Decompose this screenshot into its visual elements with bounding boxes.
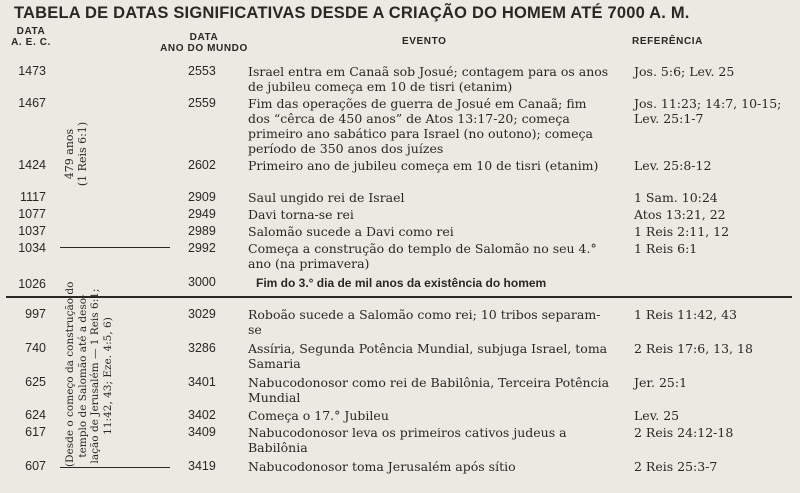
table-row-am: 2553 xyxy=(188,64,216,78)
table-row-ref: Jer. 25:1 xyxy=(634,375,688,390)
bracket-temple-line1: (Desde o começo da construção do xyxy=(64,281,76,467)
table-row-event: Saul ungido rei de Israel xyxy=(248,190,405,205)
table-row-event: Começa o 17.° Jubileu xyxy=(248,408,389,423)
table-row-aec: 1473 xyxy=(18,64,46,78)
header-referencia: REFERÊNCIA xyxy=(632,36,704,47)
table-row-ref: 1 Sam. 10:24 xyxy=(634,190,718,205)
table-row-am: 2949 xyxy=(188,207,216,221)
table-row-ref: 2 Reis 24:12-18 xyxy=(634,425,734,440)
table-row-event: Nabucodonosor toma Jerusalém após sítio xyxy=(248,459,516,474)
table-row-am: 3419 xyxy=(188,459,216,473)
bracket-temple-period xyxy=(64,281,118,467)
bracket-temple-line4: 11:42, 43; Eze. 4:5, 6) xyxy=(101,317,114,435)
table-row-ref: Atos 13:21, 22 xyxy=(634,207,726,222)
table-row-am: 3409 xyxy=(188,425,216,439)
divider-3000 xyxy=(6,296,792,298)
table-row-event: Fim do 3.° dia de mil anos da existência do homem xyxy=(256,276,547,290)
table-row-ref: 2 Reis 25:3-7 xyxy=(634,459,718,474)
table-row-event: Nabucodonosor leva os primeiros cativos judeus a Babilônia xyxy=(248,425,567,455)
table-row-am: 3401 xyxy=(188,375,216,389)
table-row-event: Salomão sucede a Davi como rei xyxy=(248,224,454,239)
table-row-ref: Lev. 25:8-12 xyxy=(634,158,712,173)
table-row-aec: 624 xyxy=(25,408,46,422)
bracket-479-years-ref: (1 Reis 6:1) xyxy=(75,121,89,187)
header-evento: EVENTO xyxy=(402,36,447,47)
table-row-ref: 1 Reis 11:42, 43 xyxy=(634,307,737,322)
table-row-am: 2559 xyxy=(188,96,216,110)
table-row-ref: Lev. 25 xyxy=(634,408,680,423)
table-row-am: 3029 xyxy=(188,307,216,321)
table-row-event: Israel entra em Canaã sob Josué; contagem para os anos de jubileu começa em 10 de tisri (etanim) xyxy=(248,64,609,94)
table-row-am: 2992 xyxy=(188,241,216,255)
table-row-aec: 1034 xyxy=(18,241,46,255)
table-row-aec: 1077 xyxy=(18,207,46,221)
table-row-aec: 617 xyxy=(25,425,46,439)
header-data-aec-line1: DATA xyxy=(16,26,46,37)
bracket-temple-line3: lação de Jerusalém — 1 Reis 6:1; xyxy=(89,288,101,464)
header-data-am-line2: ANO DO MUNDO xyxy=(160,43,248,54)
bracket-479-years xyxy=(64,104,92,204)
table-row-event: Roboão sucede a Salomão como rei; 10 tribos separam-se xyxy=(248,307,601,337)
table-row-ref: Jos. 11:23; 14:7, 10-15; Lev. 25:1-7 xyxy=(634,96,782,126)
table-row-aec: 1026 xyxy=(18,277,46,291)
table-row-event: Assíria, Segunda Potência Mundial, subjuga Israel, toma Samaria xyxy=(248,341,608,371)
table-row-aec: 997 xyxy=(25,307,46,321)
header-data-aec-line2: A. E. C. xyxy=(11,37,51,48)
table-row-am: 3402 xyxy=(188,408,216,422)
table-row-aec: 607 xyxy=(25,459,46,473)
table-row-event: Davi torna-se rei xyxy=(248,207,354,222)
bracket-line-607 xyxy=(60,467,170,468)
table-row-am: 3000 xyxy=(188,275,216,289)
table-row-event: Primeiro ano de jubileu começa em 10 de tisri (etanim) xyxy=(248,158,599,173)
table-row-am: 2909 xyxy=(188,190,216,204)
table-row-aec: 625 xyxy=(25,375,46,389)
table-row-event: Começa a construção do templo de Salomão no seu 4.° ano (na primavera) xyxy=(248,241,597,271)
table-row-aec: 1037 xyxy=(18,224,46,238)
table-row-aec: 1424 xyxy=(18,158,46,172)
header-data-aec xyxy=(8,26,54,48)
table-row-ref: 1 Reis 6:1 xyxy=(634,241,698,256)
table-row-event: Fim das operações de guerra de Josué em Canaã; fim dos “cêrca de 450 anos” de Atos 13:17-20; começa primeiro ano sabático para Israel (no outono); começa período de 350 anos dos juízes xyxy=(248,96,593,156)
table-row-am: 2602 xyxy=(188,158,216,172)
table-row-aec: 1467 xyxy=(18,96,46,110)
table-row-am: 3286 xyxy=(188,341,216,355)
table-row-aec: 1117 xyxy=(20,190,46,204)
table-row-aec: 740 xyxy=(25,341,46,355)
page-title: TABELA DE DATAS SIGNIFICATIVAS DESDE A CRIAÇÃO DO HOMEM ATÉ 7000 A. M. xyxy=(14,4,690,22)
bracket-temple-line2: templo de Salomão até a deso- xyxy=(76,294,89,458)
header-data-am xyxy=(158,32,250,54)
table-row-ref: Jos. 5:6; Lev. 25 xyxy=(634,64,735,79)
table-row-event: Nabucodonosor como rei de Babilônia, Terceira Potência Mundial xyxy=(248,375,610,405)
table-row-ref: 2 Reis 17:6, 13, 18 xyxy=(634,341,753,356)
header-data-am-line1: DATA xyxy=(189,32,219,43)
table-row-ref: 1 Reis 2:11, 12 xyxy=(634,224,730,239)
bracket-line-1034 xyxy=(60,247,170,248)
table-row-am: 2989 xyxy=(188,224,216,238)
bracket-479-years-text: 479 anos xyxy=(63,128,76,180)
